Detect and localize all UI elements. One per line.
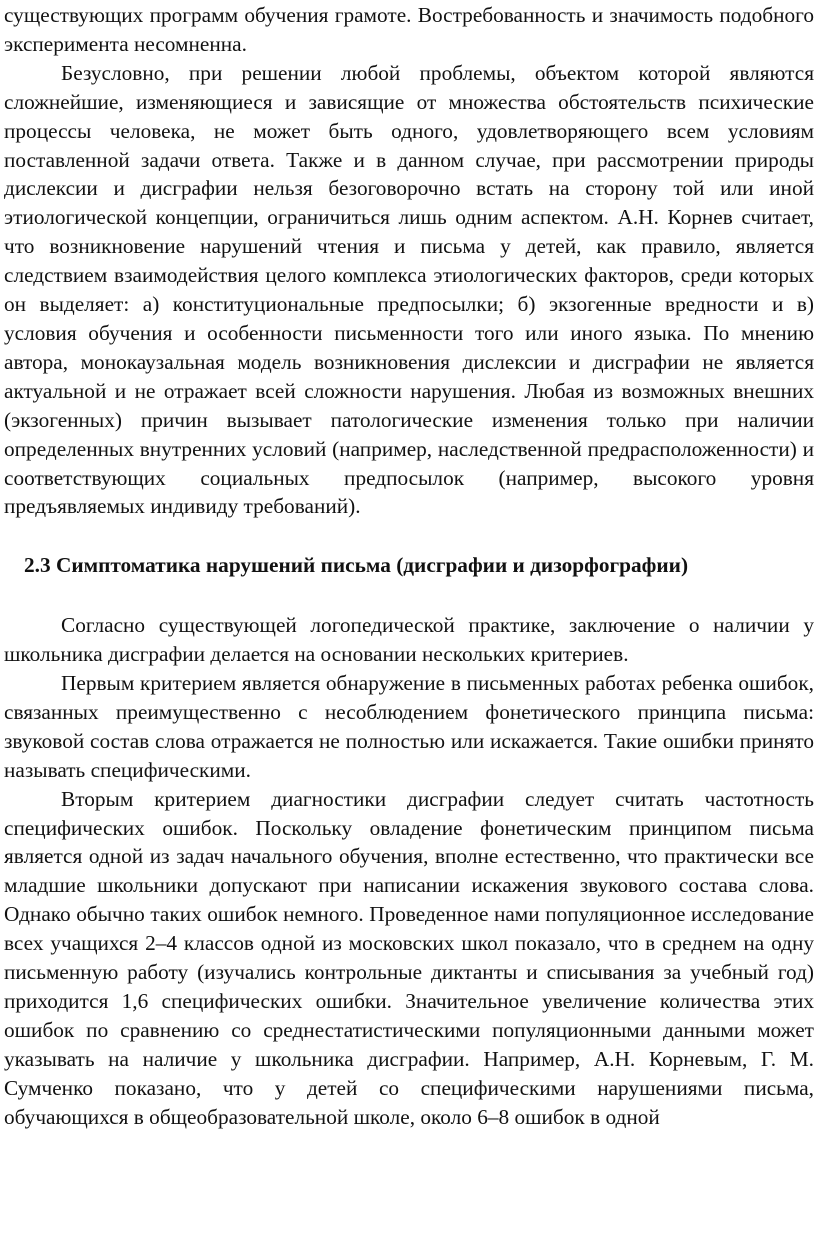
document-page <box>4 0 814 1132</box>
paragraph-criteria-intro: Согласно существующей логопедической практике, заключение о наличии у школьника дисграфии делается на основании нескольких критериев. <box>4 613 814 667</box>
paragraph-second-criterion: Вторым критерием диагностики дисграфии следует считать частотность специфических ошибок. Поскольку овладение фонетическим принципом письма является одной из задач начального обучения, вполне естественно, что практически все младшие школьники допускают при написании искажения звукового состава слова. Однако обычно таких ошибок немного. Проведенное нами популяционное исследование всех учащихся 2–4 классов одной из московских школ показало, что в среднем на одну письменную работу (изучались контрольные диктанты и списывания за учебный год) приходится 1,6 специфических ошибки. Значительное увеличение количества этих ошибок по сравнению со среднестатистическими популяционными данными может указывать на наличие у школьника дисграфии. Например, А.Н. Корневым, Г. М. Сумченко показано, что у детей со специфическими нарушениями письма, обучающихся в общеобразовательной школе, около 6–8 ошибок в одной <box>4 786 814 1129</box>
paragraph-continuation: существующих программ обучения грамоте. Востребованность и значимость подобного эксперимента несомненна. <box>4 3 814 56</box>
section-heading: 2.3 Симптоматика нарушений письма (дисграфии и дизорфографии) <box>24 553 689 578</box>
paragraph-first-criterion: Первым критерием является обнаружение в письменных работах ребенка ошибок, связанных преимущественно с несоблюдением фонетического принципа письма: звуковой состав слова отражается не полностью или искажается. Такие ошибки принято называть специфическими. <box>4 671 814 782</box>
paragraph-etiology: Безусловно, при решении любой проблемы, объектом которой являются сложнейшие, изменяющиеся и зависящие от множества обстоятельств психические процессы человека, не может быть одного, удовлетворяющего всем условиям поставленной задачи ответа. Также и в данном случае, при рассмотрении природы дислексии и дисграфии нельзя безоговорочно встать на сторону той или иной этиологической концепции, ограничиться лишь одним аспектом. А.Н. Корнев считает, что возникновение нарушений чтения и письма у детей, как правило, является следствием взаимодействия целого комплекса этиологических факторов, среди которых он выделяет: а) конституциональные предпосылки; б) экзогенные вредности и в) условия обучения и особенности письменности того или иного языка. По мнению автора, монокаузальная модель возникновения дислексии и дисграфии не является актуальной и не отражает всей сложности нарушения. Любая из возможных внешних (экзогенных) причин вызывает патологические изменения только при наличии определенных внутренних условий (например, наследственной предрасположенности) и соответствующих социальных предпосылок (например, высокого уровня предъявляемых индивиду требований). <box>4 60 814 519</box>
